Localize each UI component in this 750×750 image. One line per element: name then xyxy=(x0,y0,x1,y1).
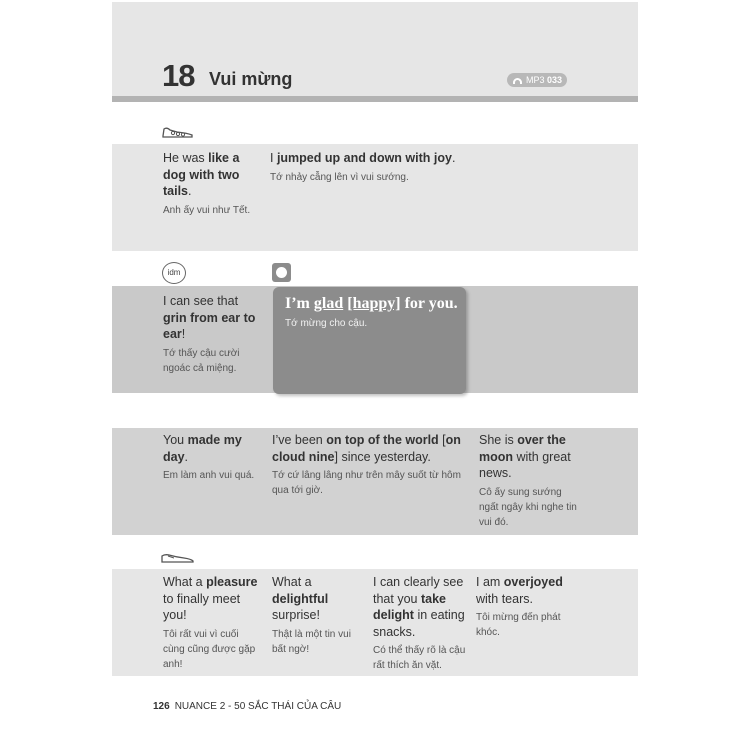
phrase-card xyxy=(476,574,576,640)
phrase-vietnamese: Cô ấy sung sướng ngất ngây khi nghe tin vui đó. xyxy=(479,486,577,528)
phrase-card xyxy=(163,574,263,672)
phrase-vietnamese: Thật là một tin vui bất ngờ! xyxy=(272,628,351,655)
dot-square-icon xyxy=(272,263,291,282)
phrase-card xyxy=(479,432,579,530)
page-footer xyxy=(153,701,341,712)
phrase-card xyxy=(272,432,472,498)
phrase-english: He was like a dog with two tails. xyxy=(163,151,240,198)
phrase-vietnamese: Tớ thấy cậu cười ngoác cả miệng. xyxy=(163,347,240,374)
phrase-vietnamese: Tớ nhảy cẫng lên vì vui sướng. xyxy=(270,171,409,183)
phrase-card xyxy=(163,293,263,376)
phrase-english: I can clearly see that you take delight in eating snacks. xyxy=(373,575,465,639)
book-page xyxy=(112,0,638,750)
chapter-number: 18 xyxy=(162,58,195,93)
highlight-card xyxy=(273,287,466,394)
phrase-vietnamese: Tớ cứ lâng lâng như trên mây suốt từ hôm qua tới giờ. xyxy=(272,470,461,496)
phrase-vietnamese: Anh ấy vui như Tết. xyxy=(163,204,251,216)
headphones-icon xyxy=(513,78,522,84)
mp3-track: 033 xyxy=(547,75,563,85)
highlight-vietnamese: Tớ mừng cho cậu. xyxy=(285,318,368,329)
phrase-card xyxy=(270,150,470,185)
phrase-card xyxy=(373,574,470,673)
mp3-prefix: MP3 xyxy=(526,75,545,85)
phrase-english: What a delightful surprise! xyxy=(272,575,329,622)
phrase-card xyxy=(163,150,263,218)
phrase-vietnamese: Có thể thấy rõ là cậu rất thích ăn vặt. xyxy=(373,645,466,671)
phrase-card xyxy=(272,574,364,657)
phrase-english: I am overjoyed with tears. xyxy=(476,575,563,606)
highlight-english: I’m glad [happy] for you. xyxy=(285,295,458,312)
dress-shoe-icon xyxy=(160,549,196,565)
phrase-english: I can see that grin from ear to ear! xyxy=(163,294,256,341)
mp3-badge[interactable] xyxy=(507,73,567,87)
idiom-badge: idm xyxy=(162,262,186,284)
page-number: 126 xyxy=(153,701,170,712)
phrase-vietnamese: Tôi rất vui vì cuối cùng cũng được gặp anh! xyxy=(163,628,256,670)
phrase-card xyxy=(163,432,263,483)
header-divider xyxy=(112,96,638,102)
phrase-english: She is over the moon with great news. xyxy=(479,433,571,480)
phrase-vietnamese: Tôi mừng đến phát khóc. xyxy=(476,612,561,638)
phrase-english: What a pleasure to finally meet you! xyxy=(163,575,258,622)
phrase-english: You made my day. xyxy=(163,433,242,464)
phrase-vietnamese: Em làm anh vui quá. xyxy=(163,470,255,481)
footer-text: NUANCE 2 - 50 SẮC THÁI CỦA CÂU xyxy=(174,701,342,712)
phrase-english: I jumped up and down with joy. xyxy=(270,151,456,165)
chapter-title: Vui mừng xyxy=(209,69,293,89)
sneaker-icon xyxy=(161,124,195,140)
phrase-english: I’ve been on top of the world [on cloud nine] since yesterday. xyxy=(272,433,461,464)
